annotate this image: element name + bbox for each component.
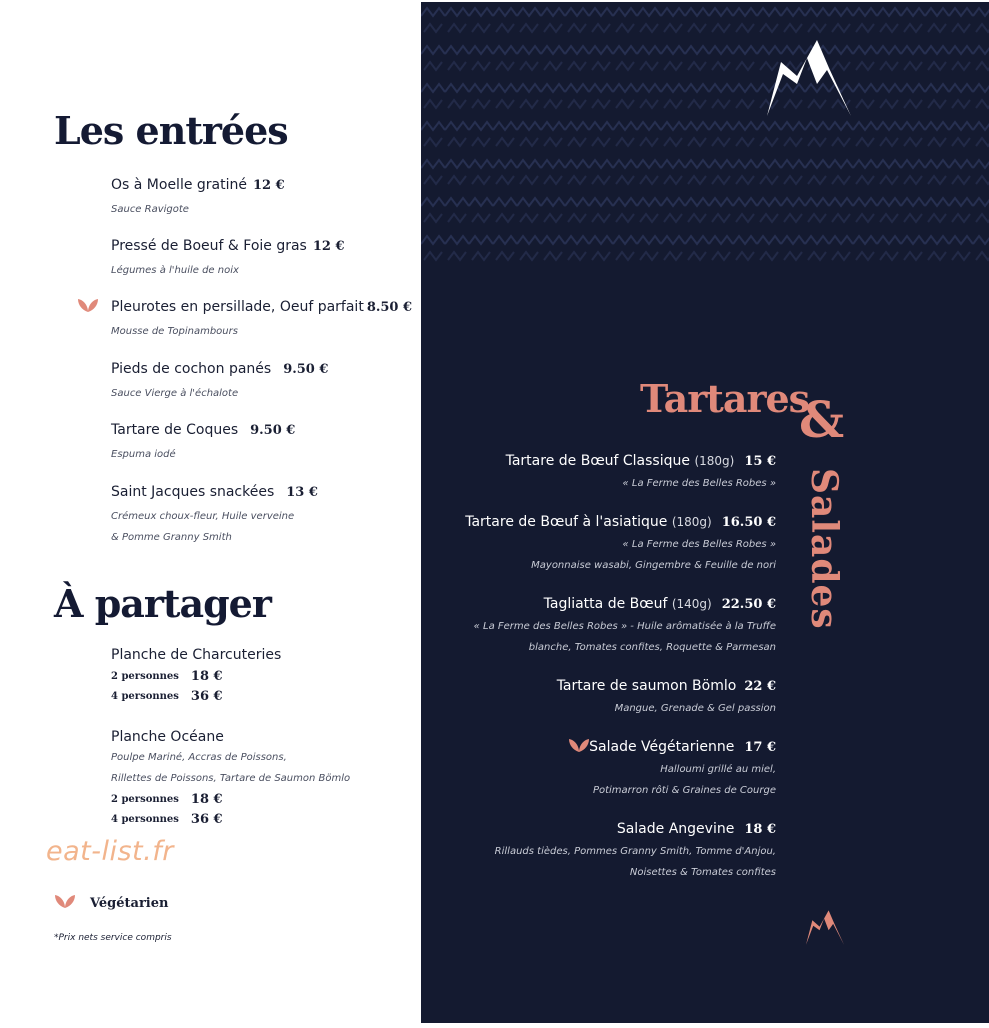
item-description: blanche, Tomates confites, Roquette & Parmesan	[528, 642, 776, 653]
item-description: « La Ferme des Belles Robes »	[622, 478, 776, 489]
item-price: 12 €	[252, 178, 285, 193]
item-description: Mangue, Grenade & Gel passion	[614, 703, 776, 714]
menu-item	[421, 596, 776, 658]
item-price: 22 €	[744, 679, 776, 694]
item-weight: (180g)	[671, 515, 712, 529]
item-description: & Pomme Granny Smith	[111, 532, 232, 543]
mountain-m-logo-small	[806, 910, 844, 950]
item-description: Mayonnaise wasabi, Gingembre & Feuille de nori	[531, 560, 776, 571]
section-title-ampersand: &	[799, 390, 845, 449]
partager-title: À partager	[54, 581, 271, 626]
item-name: Planche Océane	[111, 729, 224, 745]
item-weight: (140g)	[671, 597, 712, 611]
item-name: Pieds de cochon panés	[111, 361, 272, 377]
item-description: Poulpe Mariné, Accras de Poissons,	[111, 752, 287, 763]
item-name: Tartare de Bœuf Classique	[505, 453, 690, 469]
right-menu-panel	[421, 2, 989, 1023]
item-price: 17 €	[744, 740, 776, 755]
menu-item	[111, 177, 411, 220]
section-title-tartares: Tartares	[640, 376, 810, 421]
menu-item	[111, 484, 411, 548]
leaf-icon	[77, 297, 99, 317]
item-name: Planche de Charcuteries	[111, 647, 282, 663]
item-name: Tartare de saumon Bömlo	[556, 678, 737, 694]
item-description: Crémeux choux-fleur, Huile verveine	[111, 511, 295, 522]
item-description: « La Ferme des Belles Robes » - Huile arômatisée à la Truffe	[473, 621, 776, 632]
item-name: Tagliatta de Bœuf	[543, 596, 668, 612]
item-description: Mousse de Topinambours	[111, 326, 238, 337]
menu-item	[421, 453, 776, 494]
left-menu-panel	[0, 0, 421, 1028]
portion-option: 4 personnes 36 €	[111, 688, 223, 704]
item-price: 13 €	[286, 485, 318, 500]
menu-item	[421, 739, 776, 801]
item-name: Pleurotes en persillade, Oeuf parfait	[111, 299, 364, 315]
item-description: Rillauds tièdes, Pommes Granny Smith, Tomme d'Anjou,	[494, 846, 776, 857]
menu-item	[111, 729, 411, 829]
menu-item	[111, 647, 411, 706]
leaf-icon	[54, 893, 76, 913]
mountain-m-logo	[767, 40, 851, 122]
decorative-pattern	[421, 2, 989, 264]
item-description: Rillettes de Poissons, Tartare de Saumon Bömlo	[111, 773, 351, 784]
entrees-title: Les entrées	[54, 108, 288, 153]
menu-item	[111, 299, 411, 342]
portion-option: 4 personnes 36 €	[111, 811, 223, 827]
portion-option: 2 personnes 18 €	[111, 668, 223, 684]
item-price: 18 €	[744, 822, 776, 837]
menu-item	[111, 238, 411, 281]
item-description: Sauce Vierge à l'échalote	[111, 388, 239, 399]
watermark: eat-list.fr	[46, 836, 174, 867]
menu-item	[421, 514, 776, 576]
vegetarian-legend	[54, 893, 168, 913]
item-name: Pressé de Boeuf & Foie gras	[111, 238, 307, 254]
item-description: Espuma iodé	[111, 449, 176, 460]
item-price: 12 €	[312, 239, 345, 254]
item-price: 16.50 €	[721, 515, 776, 530]
item-description: « La Ferme des Belles Robes »	[622, 539, 776, 550]
item-price: 8.50 €	[366, 300, 413, 315]
item-name: Salade Angevine	[616, 821, 735, 837]
item-description: Sauce Ravigote	[111, 204, 189, 215]
portion-option: 2 personnes 18 €	[111, 791, 223, 807]
item-price: 9.50 €	[250, 423, 296, 438]
item-name: Os à Moelle gratiné	[111, 177, 247, 193]
item-weight: (180g)	[694, 454, 735, 468]
item-description: Noisettes & Tomates confites	[629, 867, 776, 878]
item-description: Halloumi grillé au miel,	[660, 764, 776, 775]
menu-item	[111, 361, 411, 404]
item-name: Tartare de Coques	[111, 422, 239, 438]
item-price: 22.50 €	[721, 597, 776, 612]
menu-item	[421, 678, 776, 719]
section-title-salades: Salades	[803, 468, 845, 630]
item-name: Tartare de Bœuf à l'asiatique	[465, 514, 668, 530]
menu-item	[111, 422, 411, 465]
item-price: 9.50 €	[283, 362, 329, 377]
item-description: Potimarron rôti & Graines de Courge	[592, 785, 776, 796]
item-name: Saint Jacques snackées	[111, 484, 275, 500]
item-price: 15 €	[744, 454, 776, 469]
item-name: Salade Végétarienne	[589, 739, 735, 755]
item-description: Légumes à l'huile de noix	[111, 265, 239, 276]
menu-item	[421, 821, 776, 883]
footnote: *Prix nets service compris	[54, 933, 172, 943]
legend-label: Végétarien	[90, 895, 169, 911]
